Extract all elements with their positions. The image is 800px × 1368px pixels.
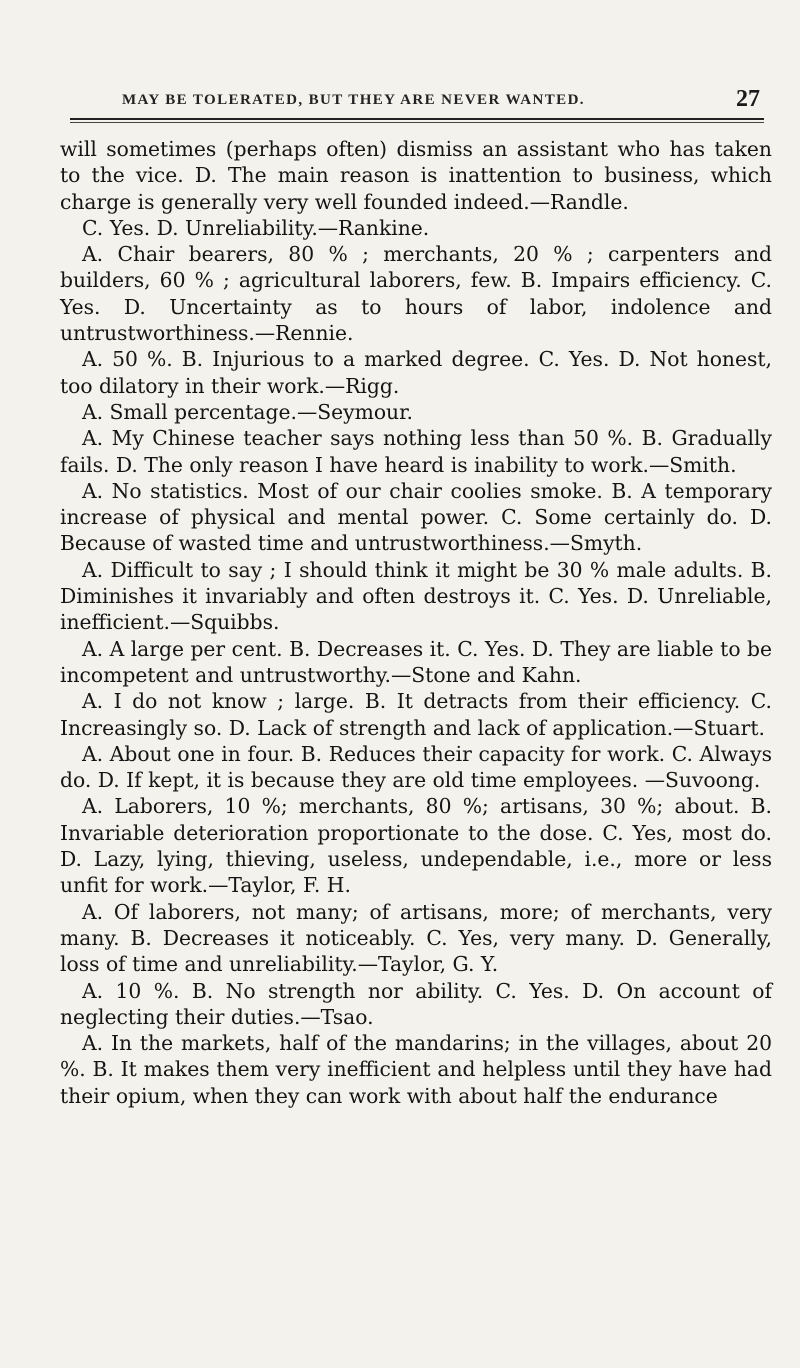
page-number: 27 — [736, 86, 760, 112]
body-text — [60, 136, 772, 1109]
paragraph: A. Small percentage.—Seymour. — [82, 399, 414, 424]
paragraph: A. Difficult to say ; I should think it might be 30 % male adults. B. Diminishes it invariably and often destroys it. C. Yes. D. Unreliable, inefficient.—Squibbs. — [60, 557, 772, 635]
paragraph: A. I do not know ; large. B. It detracts from their efficiency. C. Increasingly so. D. Lack of strength and lack of application.—Stuart. — [60, 689, 772, 740]
paragraph: A. About one in four. B. Reduces their capacity for work. C. Always do. D. If kept, it is because they are old time employees. —Suvoong. — [60, 741, 772, 793]
header-rule — [70, 118, 764, 120]
page-header — [60, 86, 770, 120]
paragraph: A. No statistics. Most of our chair coolies smoke. B. A temporary increase of physical and mental power. C. Some certainly do. D. Because of wasted time and untrustworthiness.—Smyth. — [60, 478, 772, 556]
paragraph: will sometimes (perhaps often) dismiss an assistant who has taken to the vice. D. The main reason is inattention to business, which charge is generally very well founded indeed.—Randle. — [60, 137, 772, 214]
paragraph: A. In the markets, half of the mandarins; in the villages, about 20 %. B. It makes them very inefficient and helpless until they have had their opium, when they can work with about half the endurance — [60, 1031, 772, 1108]
paragraph: A. 10 %. B. No strength nor ability. C. Yes. D. On account of neglecting their duties.—Tsao. — [60, 978, 772, 1029]
paragraph: A. Laborers, 10 %; merchants, 80 %; artisans, 30 %; about. B. Invariable deterioration proportionate to the dose. C. Yes, most do. D. Lazy, lying, thieving, useless, undependable, i.e., more or less unfit for work.—Taylor, F. H. — [60, 794, 772, 898]
paragraph: A. A large per cent. B. Decreases it. C. Yes. D. They are liable to be incompetent and untrustworthy.—Stone and Kahn. — [60, 636, 772, 687]
paragraph: A. My Chinese teacher says nothing less than 50 %. B. Gradually fails. D. The only reason I have heard is inability to work.—Smith. — [60, 426, 772, 477]
header-rule-thin — [70, 122, 764, 123]
paragraph: C. Yes. D. Unreliability.—Rankine. — [82, 215, 430, 240]
paragraph: A. 50 %. B. Injurious to a marked degree. C. Yes. D. Not honest, too dilatory in their work.—Rigg. — [60, 347, 772, 398]
paragraph: A. Chair bearers, 80 % ; merchants, 20 % ; carpenters and builders, 60 % ; agricultural laborers, few. B. Impairs efficiency. C. Yes. D. Uncertainty as to hours of labor, indolence and untrustworthiness.—Rennie. — [60, 242, 772, 346]
running-title: MAY BE TOLERATED, BUT THEY ARE NEVER WANTED. — [122, 92, 585, 108]
paragraph: A. Of laborers, not many; of artisans, more; of merchants, very many. B. Decreases it noticeably. C. Yes, very many. D. Generally, loss of time and unreliability.—Taylor, G. Y. — [60, 899, 772, 977]
